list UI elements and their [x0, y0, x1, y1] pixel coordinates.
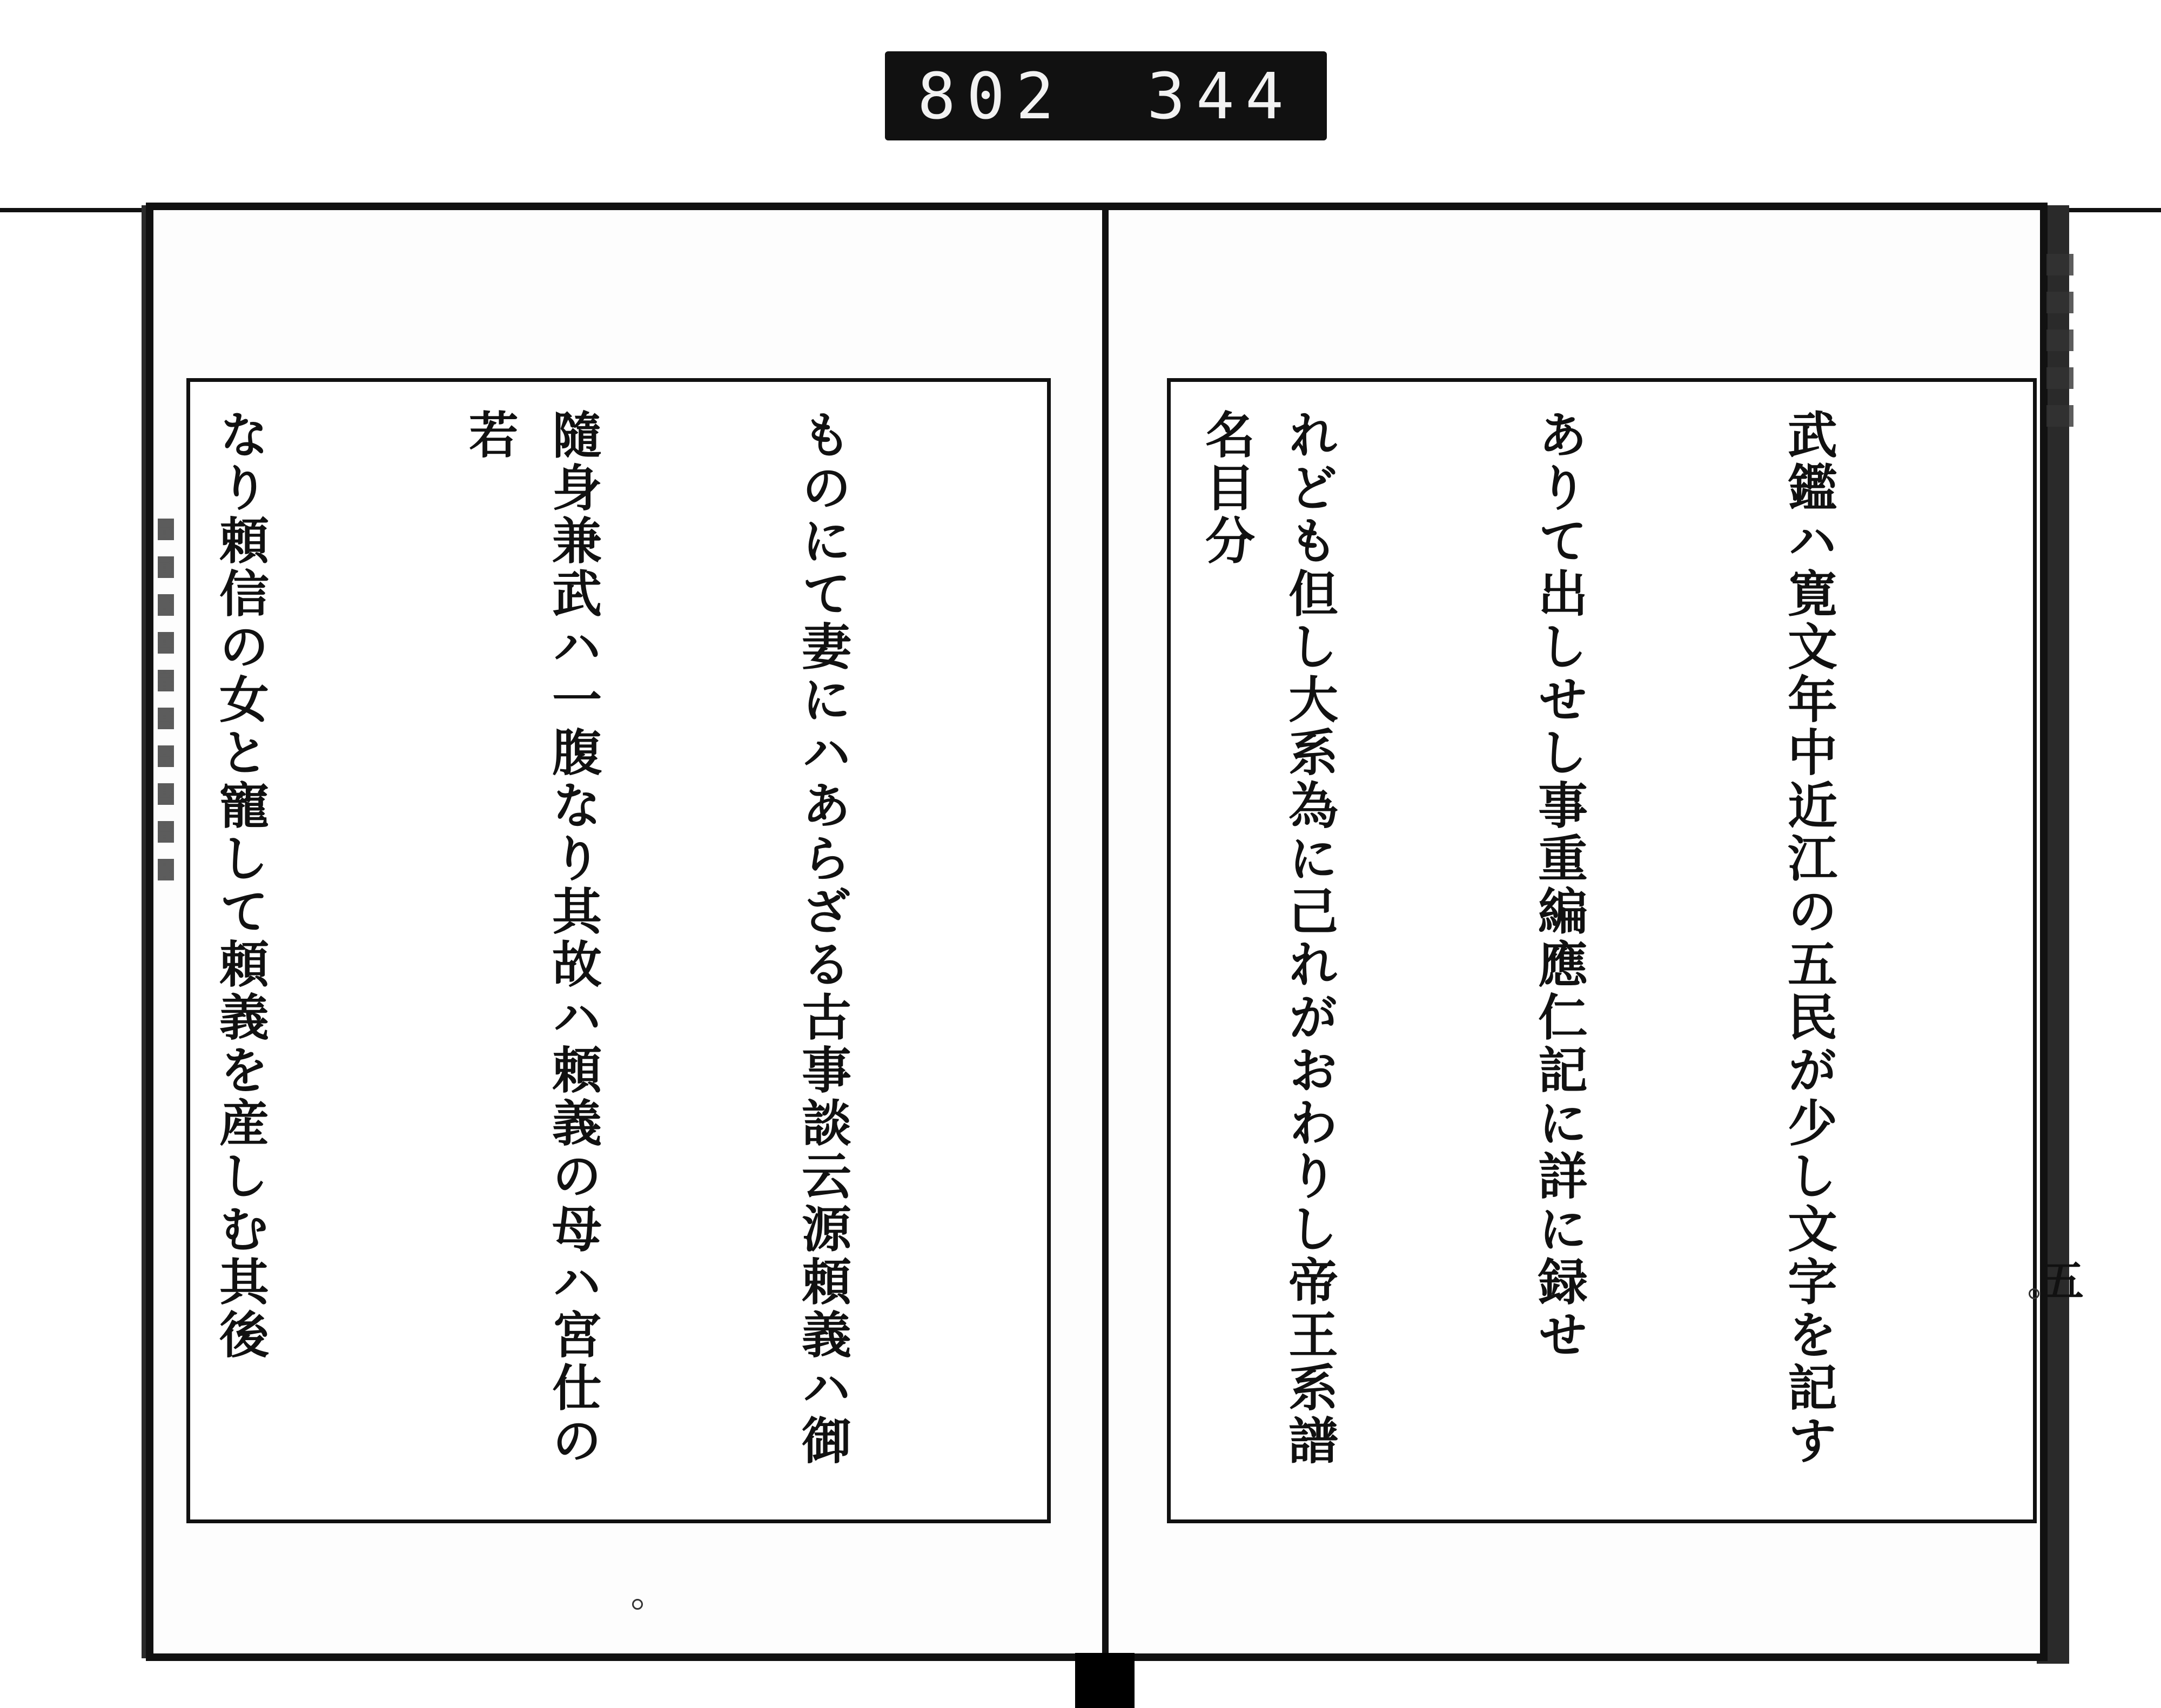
right-line-1: 武鑑ハ寛文年中近江の五民が少し文字を記す [1780, 409, 1838, 1468]
left-line-2: 隨身兼武ハ一腹なり其故ハ頼義の母ハ宮仕の若 [461, 409, 602, 1468]
left-page-text [206, 409, 1031, 1487]
margin-marks-right [2046, 254, 2073, 432]
left-line-1: ものにて妻にハあらざる古事談云源頼義ハ御 [794, 409, 852, 1468]
ink-speck [2029, 1288, 2039, 1299]
margin-marks-left [158, 519, 174, 886]
catalog-label-left: 802 [917, 58, 1065, 133]
right-page-text [1187, 409, 2017, 1487]
right-page-frame [1167, 378, 2037, 1523]
right-line-2: ありて出しせし事重編應仁記に詳に録せ [1530, 409, 1588, 1362]
catalog-label-right: 344 [1146, 58, 1294, 133]
page-number: 五 [2035, 1259, 2084, 1301]
left-line-3: なり頼信の女と寵して頼義を産しむ其後 [211, 409, 270, 1362]
gutter-block [1075, 1653, 1135, 1708]
gutter-line [1102, 208, 1109, 1661]
left-page-frame [186, 378, 1051, 1523]
right-line-3: れども但し大系為に己れがおわりし帝王系譜名目分 [1197, 409, 1339, 1468]
ink-speck [632, 1599, 643, 1610]
catalog-label [885, 51, 1327, 140]
